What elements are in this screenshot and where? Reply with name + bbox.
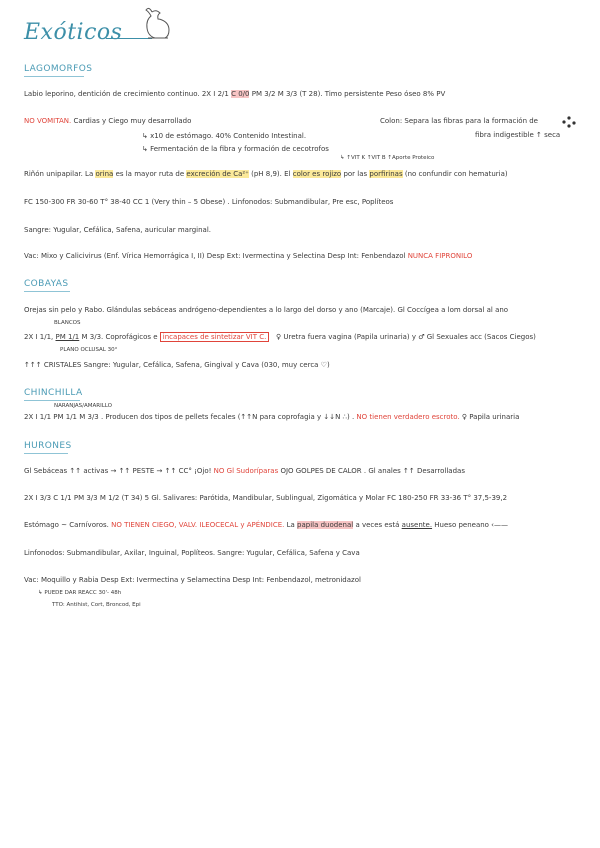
cob-plano-oclusal: PLANO OCLUSAL 30° — [60, 347, 118, 353]
lago-colon-note-2: fibra indigestible ↑ seca — [475, 131, 561, 139]
cob-line-1: Orejas sin pelo y Rabo. Glándulas sebáceas andrógeno-dependientes a lo largo del dorso y ano (Marcaje). Gl Coccígea a lom dorsal al ano — [24, 306, 509, 314]
section-underline — [24, 400, 80, 401]
lago-line-6: Sangre: Yugular, Cefálica, Safena, auricular marginal. — [24, 226, 212, 234]
hur-line-4: Linfonodos: Submandibular, Axilar, Inguinal, Poplíteos. Sangre: Yugular, Cefálica, Safena y Cava — [24, 549, 360, 557]
lago-line-3a: ↳ x10 de estómago. 40% Contenido Intestinal. — [142, 132, 307, 140]
section-underline — [24, 291, 70, 292]
hur-line-1: Gl Sebáceas ↑↑ activas → ↑↑ PESTE → ↑↑ CC° ¡Ojo! NO Gl Sudoríparas OJO GOLPES DE CALOR . Gl anales ↑↑ Desarrolladas — [24, 467, 465, 475]
section-underline — [24, 76, 84, 77]
lago-line-3c: ↳ ↑VIT K ↑VIT B ↑Aporte Proteico — [340, 155, 435, 161]
lago-line-3b: ↳ Fermentación de la fibra y formación de cecotrofos — [142, 145, 329, 153]
hur-line-3: Estómago ~ Carnívoros. NO TIENEN CIEGO, VALV. ILEOCECAL y APÉNDICE. La papila duodenal a veces está ausente. Hueso peneano ‹—— — [24, 521, 508, 529]
cob-blancos: BLANCOS — [54, 320, 81, 326]
section-hurones: HURONES — [24, 441, 72, 451]
section-underline — [24, 453, 68, 454]
lago-line-2: NO VOMITAN. Cardias y Ciego muy desarrollado — [24, 117, 192, 125]
lago-line-4: Riñón unipapilar. La orina es la mayor ruta de excreción de Ca²⁺ (pH 8,9). El color es rojizo por las porfirinas (no confundir con hematuria) — [24, 170, 508, 178]
chin-naranja: NARANJAS/AMARILLO — [54, 403, 112, 409]
hur-line-6: ↳ PUEDE DAR REACC 30'- 48h — [38, 590, 122, 596]
fecal-pellets-icon — [560, 114, 580, 130]
section-lagomorfos: LAGOMORFOS — [24, 64, 93, 74]
chin-line-1: 2X I 1/1 PM 1/1 M 3/3 . Producen dos tipos de pellets fecales (↑↑N para coprofagia y ↓↓N ∴) . NO tienen verdadero escroto. ♀ Papila urinaria — [24, 413, 520, 421]
hur-line-2: 2X I 3/3 C 1/1 PM 3/3 M 1/2 (T 34) 5 Gl. Salivares: Parótida, Mandibular, Sublingual, Zigomática y Molar FC 180-250 FR 33-36 T° 37,5-39,2 — [24, 494, 508, 502]
section-chinchilla: CHINCHILLA — [24, 388, 83, 398]
cob-line-3: ↑↑↑ CRISTALES Sangre: Yugular, Cefálica, Safena, Gingival y Cava (030, muy cerca ♡) — [24, 361, 330, 369]
section-cobayas: COBAYAS — [24, 279, 69, 289]
lago-line-1: Labio leporino, dentición de crecimiento continuo. 2X I 2/1 C 0/0 PM 3/2 M 3/3 (T 28). Timo persistente Peso óseo 8% PV — [24, 90, 446, 98]
hur-line-7: TTO: Antihist, Cort, Broncod, Epi — [52, 602, 141, 608]
hur-line-5: Vac: Moquillo y Rabia Desp Ext: Ivermectina y Selamectina Desp Int: Fenbendazol, metronidazol — [24, 576, 361, 584]
lago-line-7: Vac: Mixo y Calicivirus (Enf. Vírica Hemorrágica I, II) Desp Ext: Ivermectina y Selectina Desp Int: Fenbendazol NUNCA FIPRONILO — [24, 252, 473, 260]
lago-colon-note: Colon: Separa las fibras para la formación de — [380, 117, 538, 125]
rabbit-icon — [138, 6, 174, 46]
lago-line-5: FC 150-300 FR 30-60 T° 38-40 CC 1 (Very thin – 5 Obese) . Linfonodos: Submandibular, Pre esc, Poplíteos — [24, 198, 394, 206]
cob-line-2: 2X I 1/1, PM 1/1 M 3/3. Coprofágicos e incapaces de sintetizar VIT C. ♀ Uretra fuera vagina (Papila urinaria) y ♂ Gl Sexuales acc (Sacos Ciegos) — [24, 333, 536, 341]
page-title: Exóticos — [24, 20, 123, 45]
